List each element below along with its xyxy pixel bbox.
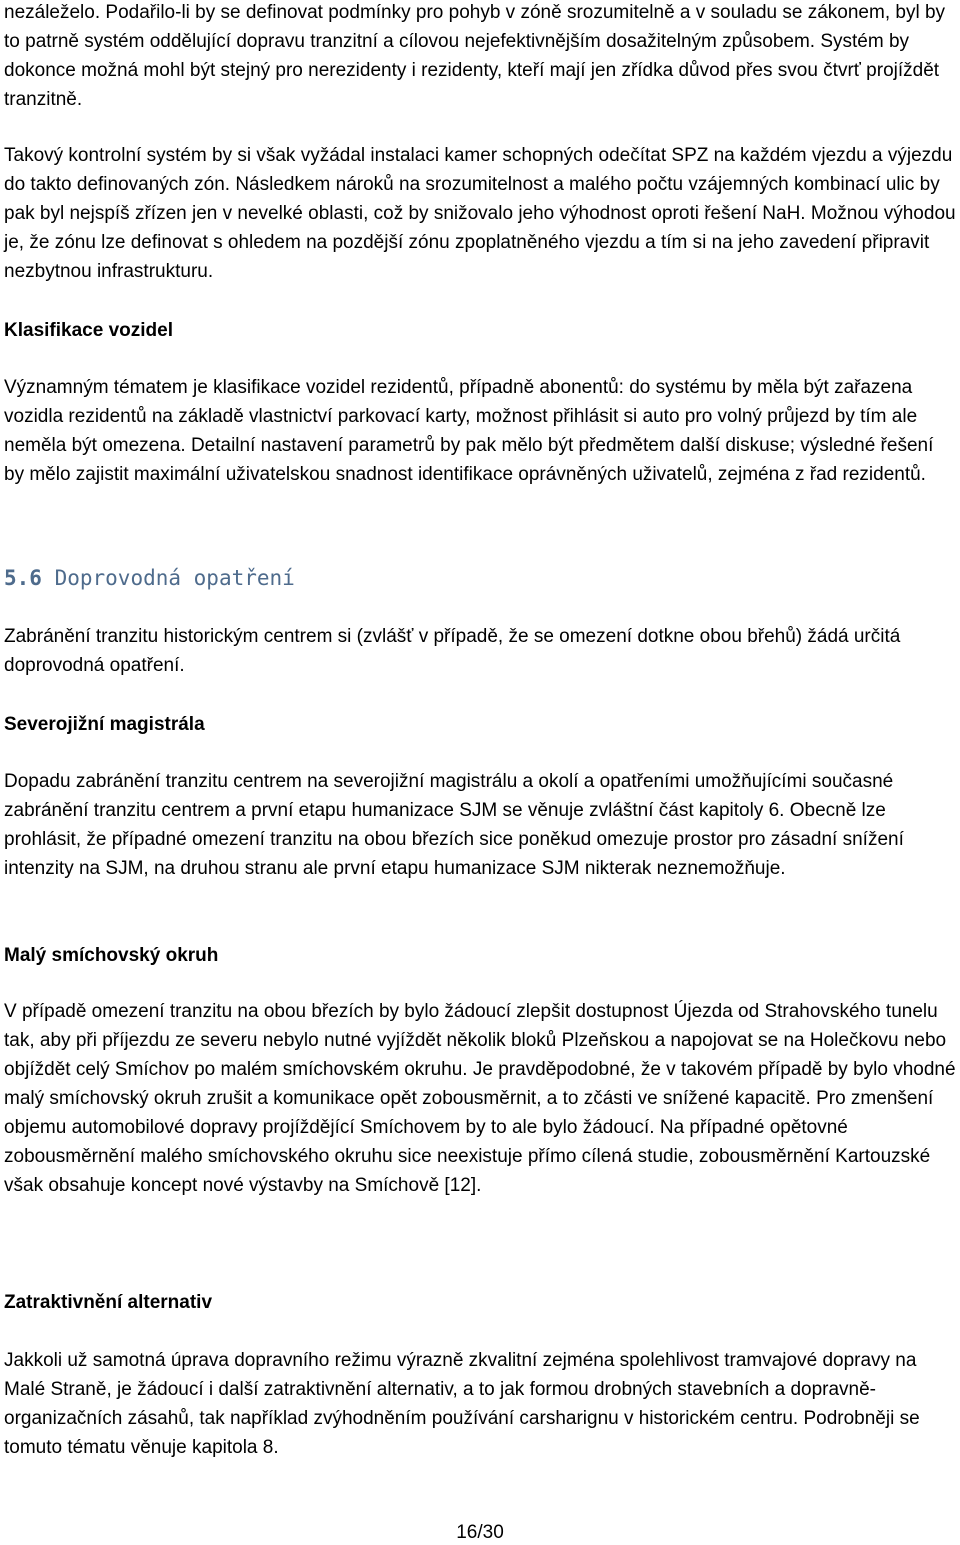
paragraph-alternativy: Jakkoli už samotná úprava dopravního režimu výrazně zkvalitní zejména spolehlivost tramvajové dopravy na Malé Straně, je žádoucí i další zatraktivnění alternativ, a to jak formou drobných stavebních a dopravně-organizačních zásahů, tak například zvýhodněním používání carsharignu v historickém centru. Podrobněji se tomuto tématu věnuje kapitola 8. — [4, 1350, 920, 1458]
heading-zatraktivneni-alternativ: Zatraktivnění alternativ — [4, 1292, 213, 1313]
paragraph-okruh: V případě omezení tranzitu na obou březích by bylo žádoucí zlepšit dostupnost Újezda od Strahovského tunelu tak, aby při příjezdu ze severu nebylo nutné vyjíždět několik bloků Plzeňskou a napojovat se na Holečkovu nebo objíždět celý Smíchov po malém smíchovském okruhu. Je pravděpodobné, že v takovém případě by bylo vhodné malý smíchovský okruh zrušit a komunikace opět zobousměrnit, a to zčásti ve snížené kapacitě. Pro zmenšení objemu automobilové dopravy projíždějící Smíchovem by to ale bylo žádoucí. Na případné opětovné zobousměrnění malého smíchovského okruhu sice neexistuje přímo cílená studie, zobousměrnění Kartouzské však obsahuje koncept nové výstavby na Smíchově [12]. — [4, 1001, 956, 1196]
heading-maly-smichovsky-okruh: Malý smíchovský okruh — [4, 945, 219, 966]
paragraph-intro: nezáleželo. Podařilo-li by se definovat podmínky pro pohyb v zóně srozumitelně a v souladu se zákonem, byl by to patrně systém oddělující dopravu tranzitní a cílovou nejefektivnějším dosažitelným způsobem. Systém by dokonce možná mohl být stejný pro nerezidenty i rezidenty, kteří mají jen zřídka důvod přes svou čtvrť projíždět tranzitně. — [4, 2, 946, 110]
heading-severojizni-magistrala: Severojižní magistrála — [4, 714, 205, 735]
paragraph-control-system: Takový kontrolní systém by si však vyžádal instalaci kamer schopných odečítat SPZ na každém vjezdu a výjezdu do takto definovaných zón. Následkem nároků na srozumitelnost a malého počtu vzájemných kombinací ulic by pak byl nejspíš zřízen jen v nevelké oblasti, což by snižovalo jeho výhodnost oproti řešení NaH. Možnou výhodou je, že zónu lze definovat s ohledem na pozdější zónu zpoplatněného vjezdu a tím si na jeho zavedení připravit nezbytnou infrastrukturu. — [4, 145, 956, 282]
page-number: 16/30 — [456, 1522, 504, 1543]
section-number: 5.6 — [4, 566, 42, 590]
heading-klasifikace-vozidel: Klasifikace vozidel — [4, 320, 173, 341]
paragraph-klasifikace: Významným tématem je klasifikace vozidel rezidentů, případně abonentů: do systému by měla být zařazena vozidla rezidentů na základě vlastnictví parkovací karty, možnost přihlásit si auto pro volný průjezd by tím ale neměla být omezena. Detailní nastavení parametrů by pak mělo být předmětem další diskuse; výsledné řešení by mělo zajistit maximální uživatelskou snadnost identifikace oprávněných uživatelů, zejména z řad rezidentů. — [4, 377, 934, 485]
paragraph-doprovodna: Zabránění tranzitu historickým centrem si (zvlášť v případě, že se omezení dotkne obou břehů) žádá určitá doprovodná opatření. — [4, 626, 901, 676]
paragraph-magistrala: Dopadu zabránění tranzitu centrem na severojižní magistrálu a okolí a opatřeními umožňujícími současné zabránění tranzitu centrem a první etapu humanizace SJM se věnuje zvláštní část kapitoly 6. Obecně lze prohlásit, že případné omezení tranzitu na obou březích sice poněkud omezuje prostor pro zásadní snížení intenzity na SJM, na druhou stranu ale první etapu humanizace SJM nikterak neznemožňuje. — [4, 771, 904, 879]
section-heading-5-6 — [4, 564, 295, 593]
section-title: Doprovodná opatření — [54, 566, 295, 590]
